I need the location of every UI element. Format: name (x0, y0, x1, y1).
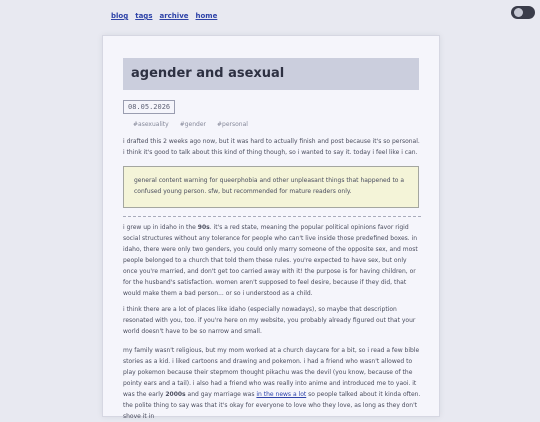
post-tags (133, 121, 248, 128)
top-nav (111, 12, 217, 20)
nav-link-blog[interactable]: blog (111, 12, 129, 20)
p1-bold: 90s (197, 224, 210, 231)
toggle-knob (514, 8, 523, 17)
theme-toggle[interactable] (511, 6, 535, 19)
post-intro: i drafted this 2 weeks ago now, but it was hard to actually finish and post because it's so personal. i think it's good to talk about this kind of thing though, so i wanted to say it. today i feel like i can. (123, 138, 420, 156)
p3-text-a: my family wasn't religious, but my mom worked at a church daycare for a bit, so i read a few bible stories as a kid. i liked cartoons and drawing and pokemon. i had a friend who wasn't allowed to play pokemon because their stepmom thought pikachu was the devil (you know, because of the pointy ears and a tail). i also had a friend who was really into anime and introduced me to yaoi. it was the early (123, 347, 420, 398)
p3-bold: 2000s (165, 391, 186, 398)
p3-text-b: and gay marriage was (185, 391, 257, 398)
content-warning (123, 166, 419, 208)
post-title: agender and asexual (131, 66, 285, 81)
post-paragraph-3 (123, 345, 421, 422)
nav-link-archive[interactable]: archive (159, 12, 189, 20)
p1-text-b: . it's a red state, meaning the popular political opinions favor rigid social structures without any tolerance for people who can't live inside those predefined boxes. in idaho, there were only two genders, you could only marry someone of the opposite sex, and most people belonged to a church that told them these rules. you're expected to have sex, but only once you're married, and don't get too carried away with it! the purpose is for having children, or for the husband's satisfaction. women aren't supposed to feel desire, because if they did, that would make them a bad person... or so i understood as a child. (123, 224, 418, 297)
p3-text-c: so people talked about it kinda often. the polite thing to say was that it's okay for everyone to love who they love, as long as they don't shove it in (123, 391, 421, 420)
news-link[interactable]: in the news a lot (256, 391, 307, 398)
post-paragraph-1 (123, 222, 421, 299)
tag-personal[interactable]: #personal (216, 121, 248, 128)
divider (123, 216, 421, 217)
post-title-box (123, 58, 419, 90)
tag-gender[interactable]: #gender (179, 121, 206, 128)
nav-link-home[interactable]: home (195, 12, 218, 20)
post-date: 08.05.2026 (123, 100, 175, 114)
content-warning-text: general content warning for queerphobia and other unpleasant things that happened to a confused young person. sfw, but recommended for mature readers only. (134, 177, 405, 195)
post-paragraph-2: i think there are a lot of places like idaho (especially nowadays), so maybe that description resonated with you, too. if you're here on my website, you probably already figured out that your world doesn't have to be so narrow and small. (123, 306, 416, 335)
p1-text-a: i grew up in idaho in the (123, 224, 198, 231)
post-card (102, 35, 440, 420)
tag-asexuality[interactable]: #asexuality (133, 121, 169, 128)
nav-link-tags[interactable]: tags (135, 12, 153, 20)
